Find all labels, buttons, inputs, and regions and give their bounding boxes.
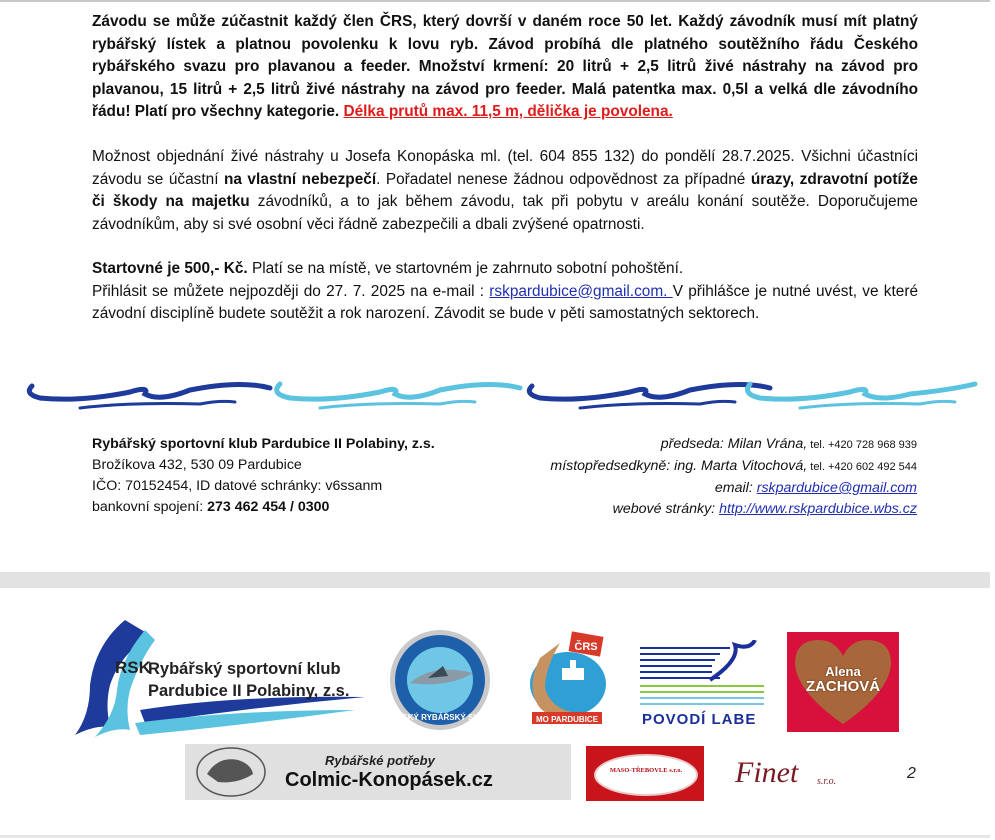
zachova-first-name: Alena [825,664,861,679]
registration-paragraph [92,258,918,326]
crs-logo [388,628,492,732]
top-divider [0,0,990,2]
bold-text: na vlastní nebezpečí [223,170,377,188]
text: závodníků, a to jak během závodu, tak při pobytu v areálu konání soutěže. Doporučujeme závodníkům, aby si své osobní věci řádně zabezpečili a dbali zvýšené opatrnosti. [92,193,918,233]
club-contact-block [92,434,435,518]
club-address: Brožíkova 432, 530 09 Pardubice [92,457,302,473]
colmic-konopasek-logo [185,744,571,800]
bait-safety-paragraph [92,146,918,236]
rsk-logo [55,615,370,740]
mo-top-text: ČRS [574,641,598,653]
finet-logo [735,756,855,796]
bass-fish-icon [193,744,273,800]
maso-text: MASO-TŘEBOVLE s.r.o. [609,767,683,774]
maso-oval [594,754,698,796]
crs-ring-text: ČESKÝ RYBÁŘSKÝ SVAZ [391,713,489,722]
web-label: webové stránky: [612,501,720,517]
povodi-labe-logo [640,640,764,728]
rules-paragraph [92,11,918,124]
email-label: email: [714,480,757,496]
zachova-surname: ZACHOVÁ [805,678,881,695]
finet-suffix: s.r.o. [817,776,837,787]
vice-chair-phone: tel. +420 602 492 544 [807,461,917,473]
text: . Pořadatel nenese žádnou odpovědnost za případné [376,170,751,188]
text: Platí se na místě, ve startovném je zahrnuto sobotní pohoštění. [247,260,684,277]
entry-fee: Startovné je 500,- Kč. [92,260,248,277]
zachova-logo [787,632,899,732]
mo-pardubice-logo [520,628,612,728]
colmic-name: Colmic-Konopásek.cz [285,769,493,791]
maso-trebovle-logo [586,746,704,801]
chairman-phone: tel. +420 728 968 939 [807,439,917,451]
officials-block [550,434,917,520]
mo-bottom-text: MO PARDUBICE [535,715,599,724]
wave-lines-icon [640,640,764,710]
finet-name: Finet [735,756,799,789]
text: Možnost objednání živé nástrahy u Josefa Konopáska ml. (tel. 604 855 132) do pondělí 28.7.2025. Všichni účastníci závodu se účastní [92,148,918,188]
chairman: předseda: Milan Vrána, [660,436,808,452]
rsk-line2: Pardubice II Polabiny, z.s. [148,682,350,700]
bank-label: bankovní spojení: [92,499,208,515]
zachova-text [787,664,899,694]
rsk-line1: Rybářský sportovní klub [148,660,341,678]
rsk-name [148,658,349,702]
povodi-text: POVODÍ LABE [642,711,757,728]
rsk-abbr: RSK [115,658,151,677]
text: V přihlášce je nutné uvést, ve které závodní disciplíně budete soutěžit a rok narození. Závodit se bude v pěti samostatných sektorech. [92,282,919,322]
text: Přihlásit se můžete nejpozději do 27. 7. 2025 na e-mail : [92,282,490,300]
page-gap [0,572,990,588]
colmic-subtitle: Rybářské potřeby [325,753,435,768]
crs-badge-icon [388,628,492,732]
bold-text: úrazy, zdravotní potíže či škody na majetku [92,170,918,210]
mo-badge-icon [520,628,612,728]
club-name: Rybářský sportovní klub Pardubice II Polabiny, z.s. [92,436,435,452]
club-ico: IČO: 70152454, ID datové schránky: v6ssanm [92,478,383,494]
page-number: 2 [907,765,916,782]
footer-email-link[interactable]: rskpardubice@gmail.com [756,480,917,496]
rules-text: Závodu se může zúčastnit každý člen ČRS, který dovrší v daném roce 50 let. Každý závodník musí mít platný rybářský lístek a platnou povolenku k lovu ryb. Závod probíhá dle platného soutěžního řádu Českého rybářského svazu pro plavanou a feeder. Množství krmení: 20 litrů + 2,5 litrů živé nástrahy na závod pro plavanou, 15 litrů + 2,5 litrů živé nástrahy na závod pro feeder. Malá patentka max. 0,5l a velká dle závodního řádu! Platí pro všechny kategorie. [92,13,918,120]
rod-length-note: Délka prutů max. 11,5 m, dělička je povolena. [343,103,673,120]
wave-divider [20,372,980,412]
vice-chair: místopředsedkyně: ing. Marta Vitochová, [550,458,808,474]
email-link[interactable]: rskpardubice@gmail.com. [489,282,673,300]
website-link[interactable]: http://www.rskpardubice.wbs.cz [719,501,917,517]
bank-account: 273 462 454 / 0300 [207,499,330,515]
bottom-divider [0,835,990,838]
